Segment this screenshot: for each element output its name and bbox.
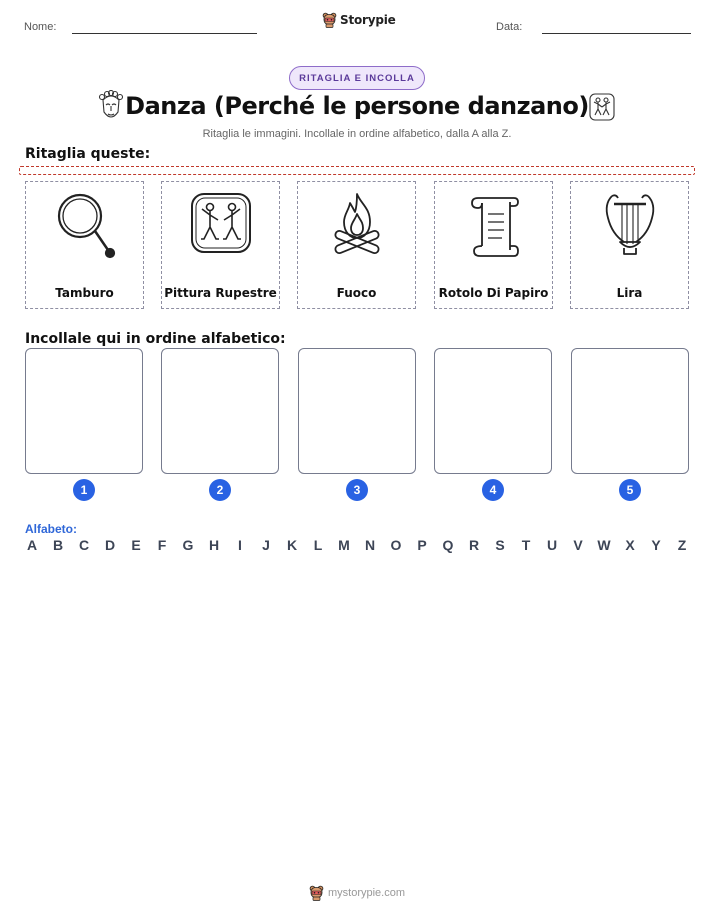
brand-logo bbox=[322, 12, 396, 28]
card-label: Rotolo Di Papiro bbox=[438, 286, 549, 300]
alphabet-letter: H bbox=[208, 537, 220, 553]
paste-box-5[interactable] bbox=[571, 348, 689, 474]
bear-icon bbox=[309, 885, 324, 901]
alphabet-letter: R bbox=[468, 537, 480, 553]
cut-card-lira[interactable] bbox=[570, 181, 689, 309]
alphabet-letter: T bbox=[521, 537, 531, 553]
alphabet-letter: G bbox=[182, 537, 194, 553]
number-badge-3: 3 bbox=[346, 479, 368, 501]
alphabet-letter: A bbox=[26, 537, 38, 553]
paste-section-heading: Incollale qui in ordine alfabetico: bbox=[25, 331, 286, 347]
alphabet-letter: M bbox=[338, 537, 350, 553]
card-label: Tamburo bbox=[55, 286, 114, 300]
paste-box-2[interactable] bbox=[161, 348, 279, 474]
alphabet-letter: O bbox=[390, 537, 402, 553]
alphabet-letter: X bbox=[625, 537, 635, 553]
alphabet-letter: F bbox=[157, 537, 167, 553]
alphabet-letter: C bbox=[78, 537, 90, 553]
alphabet-heading: Alfabeto: bbox=[25, 522, 77, 536]
alphabet-letter: W bbox=[597, 537, 611, 553]
alphabet-letter: P bbox=[417, 537, 427, 553]
cut-card-fuoco[interactable] bbox=[297, 181, 416, 309]
alphabet-letter: D bbox=[104, 537, 116, 553]
drum-icon bbox=[50, 190, 120, 262]
number-badge-5: 5 bbox=[619, 479, 641, 501]
alphabet-letter: N bbox=[364, 537, 376, 553]
date-line bbox=[542, 33, 691, 34]
alphabet-letter: S bbox=[495, 537, 505, 553]
fire-icon bbox=[328, 190, 386, 262]
bear-icon bbox=[322, 12, 337, 28]
name-line bbox=[72, 33, 257, 34]
alphabet-letter: E bbox=[131, 537, 141, 553]
cut-line bbox=[19, 166, 695, 175]
dancers-tile-icon bbox=[588, 92, 616, 122]
activity-badge: RITAGLIA E INCOLLA bbox=[289, 66, 425, 90]
papyrus-scroll-icon bbox=[464, 190, 524, 260]
number-badge-1: 1 bbox=[73, 479, 95, 501]
alphabet-letter: Z bbox=[677, 537, 687, 553]
alphabet-letter: I bbox=[238, 537, 242, 553]
card-label: Pittura Rupestre bbox=[164, 286, 277, 300]
paste-box-4[interactable] bbox=[434, 348, 552, 474]
cut-card-tamburo[interactable] bbox=[25, 181, 144, 309]
cut-section-heading: Ritaglia queste: bbox=[25, 146, 151, 162]
date-label: Data: bbox=[496, 21, 523, 33]
name-label: Nome: bbox=[24, 21, 57, 33]
brand-name: Storypie bbox=[340, 13, 396, 27]
page-title: Danza (Perché le persone danzano) bbox=[125, 92, 589, 120]
alphabet-letter: Q bbox=[442, 537, 454, 553]
lyre-icon bbox=[600, 190, 660, 262]
footer bbox=[0, 885, 714, 901]
alphabet-letter: L bbox=[313, 537, 323, 553]
alphabet-letter: U bbox=[546, 537, 558, 553]
alphabet-letter: K bbox=[286, 537, 298, 553]
instructions: Ritaglia le immagini. Incollale in ordine alfabetico, dalla A alla Z. bbox=[202, 128, 512, 140]
paste-box-3[interactable] bbox=[298, 348, 416, 474]
paste-box-1[interactable] bbox=[25, 348, 143, 474]
cut-card-rotolo-di-papiro[interactable] bbox=[434, 181, 553, 309]
number-badge-4: 4 bbox=[482, 479, 504, 501]
footer-site: mystorypie.com bbox=[327, 887, 406, 899]
card-label: Fuoco bbox=[336, 286, 377, 300]
alphabet-letter: B bbox=[52, 537, 64, 553]
cave-painting-icon bbox=[188, 190, 254, 256]
number-badge-2: 2 bbox=[209, 479, 231, 501]
cut-card-pittura-rupestre[interactable] bbox=[161, 181, 280, 309]
alphabet-letter: V bbox=[573, 537, 583, 553]
alphabet-letter: Y bbox=[651, 537, 661, 553]
alphabet-row bbox=[25, 537, 689, 553]
card-label: Lira bbox=[616, 286, 643, 300]
alphabet-letter: J bbox=[262, 537, 270, 553]
